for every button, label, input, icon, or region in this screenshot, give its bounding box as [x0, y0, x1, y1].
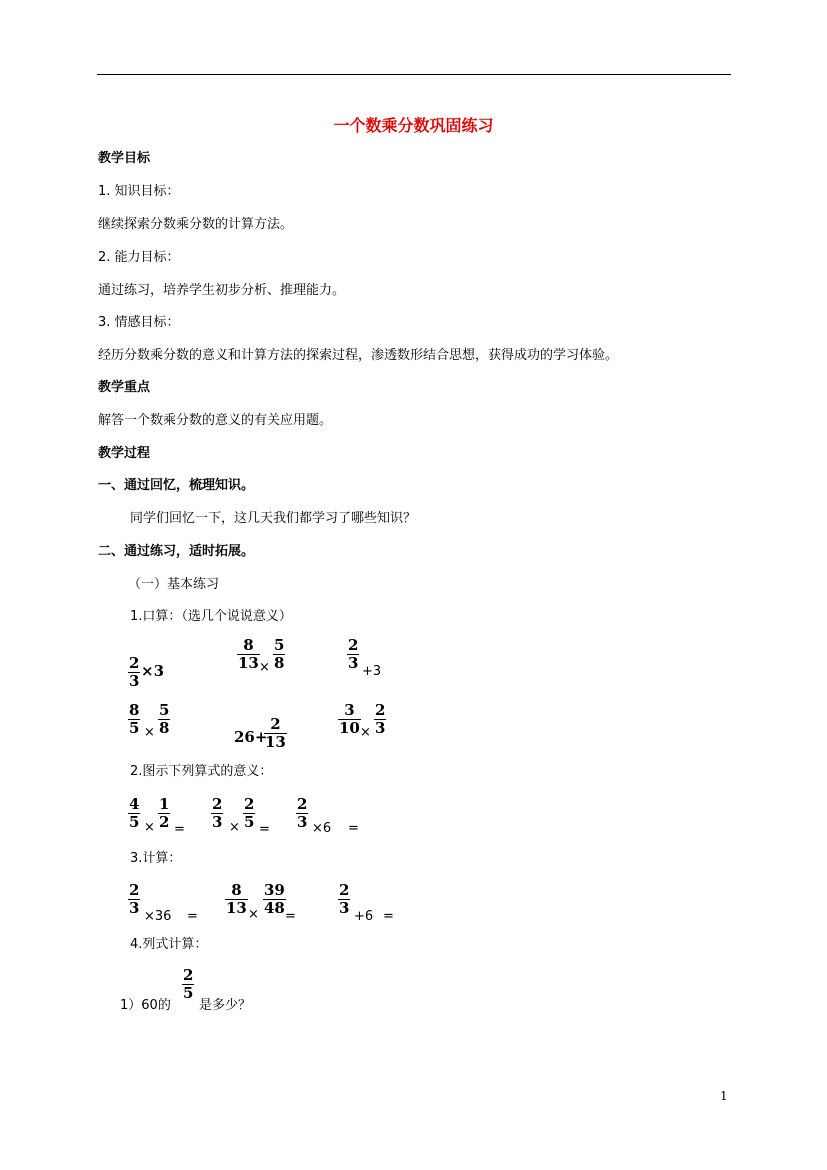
goal2-text: 通过练习，培养学生初步分析、推理能力。 [98, 283, 346, 298]
numerator: 2 [339, 881, 350, 899]
header-rule [97, 74, 731, 75]
denominator: 3 [129, 672, 140, 690]
denominator: 3 [339, 899, 350, 917]
times-sign: × [144, 820, 155, 835]
q2b-fraction-2 [243, 796, 255, 831]
denominator: 3 [348, 654, 359, 672]
numerator: 5 [274, 636, 285, 654]
q2a-fraction-1 [128, 796, 140, 831]
q3c-fraction [338, 882, 350, 917]
goal1-label: 1. 知识目标： [98, 184, 180, 199]
denominator: 3 [375, 719, 386, 737]
denominator: 13 [226, 899, 247, 917]
q4-label: 4.列式计算： [130, 937, 208, 952]
process-heading: 教学过程 [98, 446, 151, 461]
goal3-text: 经历分数乘分数的意义和计算方法的探索过程，渗透数形结合思想，获得成功的学习体验。 [98, 348, 619, 363]
q4-fraction [182, 967, 194, 1002]
q2-label: 2.图示下列算式的意义： [130, 764, 273, 779]
numerator: 2 [212, 795, 223, 813]
q1d-fraction-1 [128, 702, 140, 737]
times-sign: × [248, 907, 259, 922]
times-sign: × [259, 660, 270, 675]
q2b-fraction-1 [211, 796, 223, 831]
goal3-label: 3. 情感目标： [98, 315, 180, 330]
goal-heading: 教学目标 [98, 151, 151, 166]
numerator: 5 [159, 701, 170, 719]
q1e-fraction [264, 716, 287, 751]
q4-1-suffix: 是多少？ [199, 998, 252, 1013]
equals-sign: = [383, 909, 394, 924]
denominator: 3 [129, 899, 140, 917]
goal2-label: 2. 能力目标： [98, 250, 180, 265]
q1b-fraction-2 [273, 637, 285, 672]
denominator: 2 [159, 813, 170, 831]
denominator: 13 [265, 733, 286, 751]
q3-label: 3.计算： [130, 851, 182, 866]
times-sign: × [229, 820, 240, 835]
numerator: 2 [375, 701, 386, 719]
equals-sign: = [285, 909, 296, 924]
numerator: 8 [243, 636, 254, 654]
page-number: 1 [720, 1089, 728, 1103]
equals-sign: = [348, 821, 359, 836]
page-title: 一个数乘分数巩固练习 [333, 116, 494, 135]
q2a-fraction-2 [158, 796, 170, 831]
denominator: 3 [212, 813, 223, 831]
denominator: 5 [183, 984, 194, 1002]
equals-sign: = [187, 909, 198, 924]
numerator: 2 [297, 795, 308, 813]
times-sign: × [144, 725, 155, 740]
denominator: 48 [264, 899, 285, 917]
times-sign: × [360, 725, 371, 740]
step1-text: 同学们回忆一下，这几天我们都学习了哪些知识？ [130, 511, 417, 526]
q1b-fraction-1 [237, 637, 260, 672]
q3a-fraction [128, 882, 140, 917]
equals-sign: = [174, 822, 185, 837]
numerator: 2 [129, 881, 140, 899]
q2c-tail: ×6 [312, 821, 332, 836]
denominator: 5 [129, 719, 140, 737]
numerator: 2 [348, 636, 359, 654]
q4-1-prefix: 1）60的 [120, 998, 171, 1013]
q1a-fraction [128, 655, 140, 690]
numerator: 1 [159, 795, 170, 813]
q2c-fraction [296, 796, 308, 831]
q1d-fraction-2 [158, 702, 170, 737]
denominator: 8 [159, 719, 170, 737]
step1-heading: 一、通过回忆，梳理知识。 [98, 478, 255, 493]
numerator: 2 [244, 795, 255, 813]
step2-heading: 二、通过练习，适时拓展。 [98, 544, 255, 559]
q1f-fraction-2 [374, 702, 386, 737]
numerator: 2 [270, 715, 281, 733]
numerator: 2 [129, 654, 140, 672]
goal1-text: 继续探索分数乘分数的计算方法。 [98, 217, 294, 232]
equals-sign: = [259, 822, 270, 837]
q3c-tail: +6 [354, 909, 374, 924]
denominator: 3 [297, 813, 308, 831]
denominator: 10 [339, 719, 360, 737]
q3b-fraction-2 [263, 882, 286, 917]
numerator: 4 [129, 795, 140, 813]
numerator: 8 [231, 881, 242, 899]
q1c-tail: +3 [362, 664, 382, 679]
q1a-tail: ×3 [141, 662, 165, 680]
denominator: 5 [244, 813, 255, 831]
numerator: 2 [183, 966, 194, 984]
numerator: 3 [344, 701, 355, 719]
numerator: 8 [129, 701, 140, 719]
denominator: 8 [274, 654, 285, 672]
q1c-fraction [347, 637, 359, 672]
q3a-tail: ×36 [144, 909, 172, 924]
basic-practice-label: （一）基本练习 [128, 577, 220, 592]
denominator: 5 [129, 813, 140, 831]
q1e-lead: 26+ [234, 728, 268, 746]
key-heading: 教学重点 [98, 380, 151, 395]
numerator: 39 [264, 881, 285, 899]
denominator: 13 [238, 654, 259, 672]
q1f-fraction-1 [338, 702, 361, 737]
q1-label: 1.口算：（选几个说说意义） [130, 609, 292, 624]
key-text: 解答一个数乘分数的意义的有关应用题。 [98, 413, 333, 428]
q3b-fraction-1 [225, 882, 248, 917]
